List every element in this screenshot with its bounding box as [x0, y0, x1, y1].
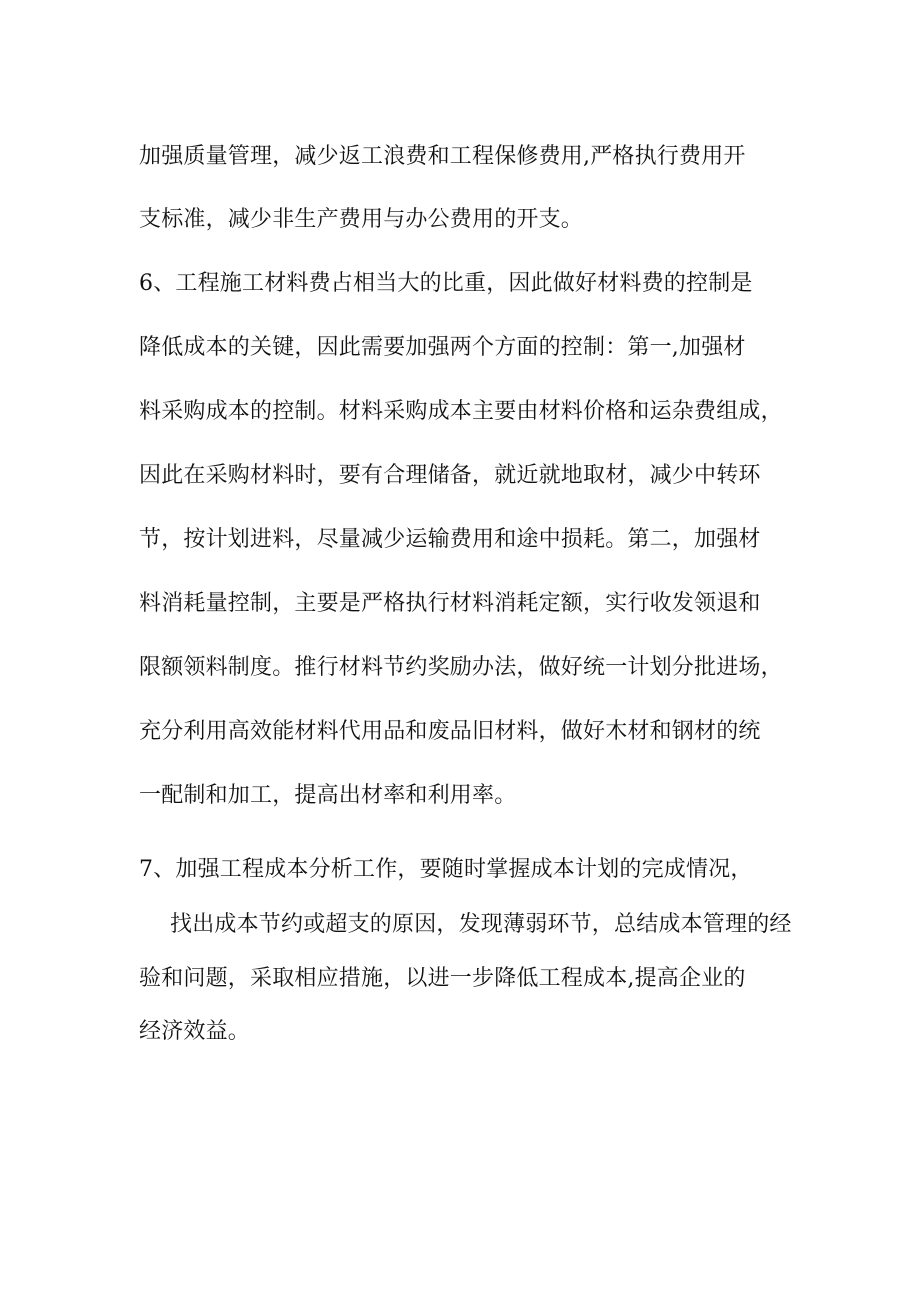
text-line: 节，按计划进料，尽量减少运输费用和途中损耗。第二，加强材 [139, 527, 761, 552]
text-line: 7、加强工程成本分析工作，要随时掌握成本计划的完成情况， [139, 857, 753, 882]
text-line: 因此在采购材料时，要有合理储备，就近就地取材，减少中转环 [139, 463, 761, 488]
text-line: 6、工程施工材料费占相当大的比重，因此做好材料费的控制是 [139, 271, 753, 296]
text-line: 一配制和加工，提高出材率和利用率。 [139, 783, 517, 808]
text-line: 料消耗量控制，主要是严格执行材料消耗定额，实行收发领退和 [139, 591, 761, 616]
text-line: 支标准，减少非生产费用与办公费用的开支。 [139, 207, 584, 232]
text-line: 降低成本的关键，因此需要加强两个方面的控制：第一,加强材 [139, 335, 746, 360]
text-line: 找出成本节约或超支的原因，发现薄弱环节，总结成本管理的经 [170, 912, 792, 937]
text-line: 料采购成本的控制。材料采购成本主要由材料价格和运杂费组成， [139, 399, 783, 424]
text-line: 限额领料制度。推行材料节约奖励办法，做好统一计划分批进场， [139, 655, 783, 680]
text-line: 经济效益。 [139, 1019, 251, 1044]
text-line: 充分利用高效能材料代用品和废品旧材料，做好木材和钢材的统 [139, 719, 761, 744]
text-line: 加强质量管理，减少返工浪费和工程保修费用,严格执行费用开 [139, 144, 746, 169]
text-line: 验和问题，采取相应措施，以进一步降低工程成本,提高企业的 [139, 966, 746, 991]
